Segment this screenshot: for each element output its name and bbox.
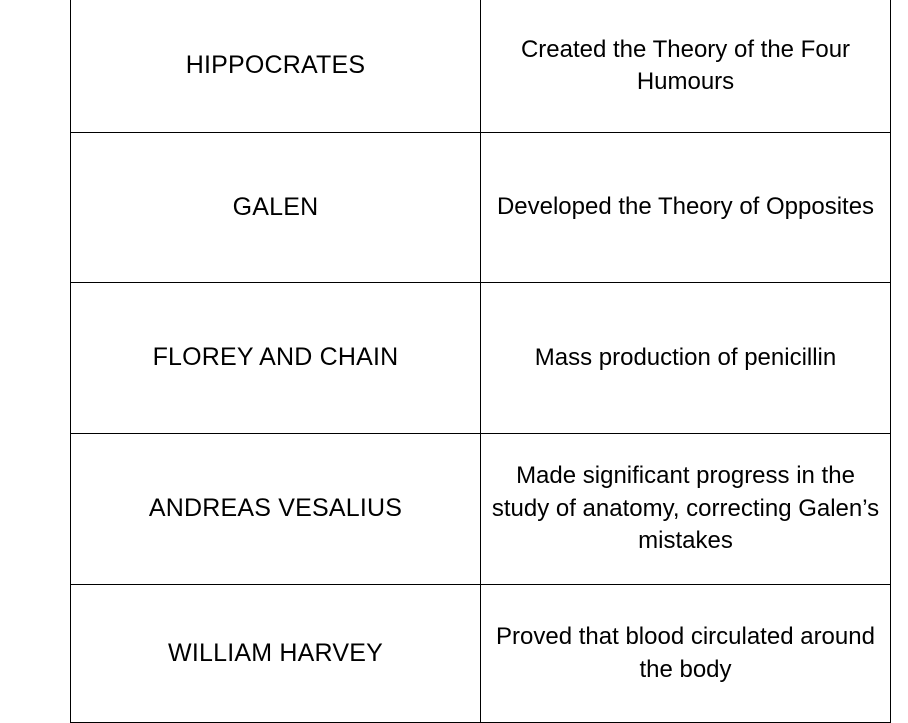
table-body: [71, 0, 891, 723]
definition-cell: Proved that blood circulated around the body: [481, 585, 891, 723]
term-cell: WILLIAM HARVEY: [71, 585, 481, 723]
term-cell: GALEN: [71, 133, 481, 283]
table-row: [71, 133, 891, 283]
table-row: [71, 0, 891, 133]
term-cell: ANDREAS VESALIUS: [71, 434, 481, 585]
definition-cell: Developed the Theory of Opposites: [481, 133, 891, 283]
matching-table: [70, 0, 891, 723]
definition-cell: Created the Theory of the Four Humours: [481, 0, 891, 133]
table-row: [71, 585, 891, 723]
definition-cell: Mass production of penicillin: [481, 283, 891, 434]
definition-cell: Made significant progress in the study of anatomy, correcting Galen’s mistakes: [481, 434, 891, 585]
term-cell: FLOREY AND CHAIN: [71, 283, 481, 434]
term-cell: HIPPOCRATES: [71, 0, 481, 133]
table-row: [71, 283, 891, 434]
table-row: [71, 434, 891, 585]
